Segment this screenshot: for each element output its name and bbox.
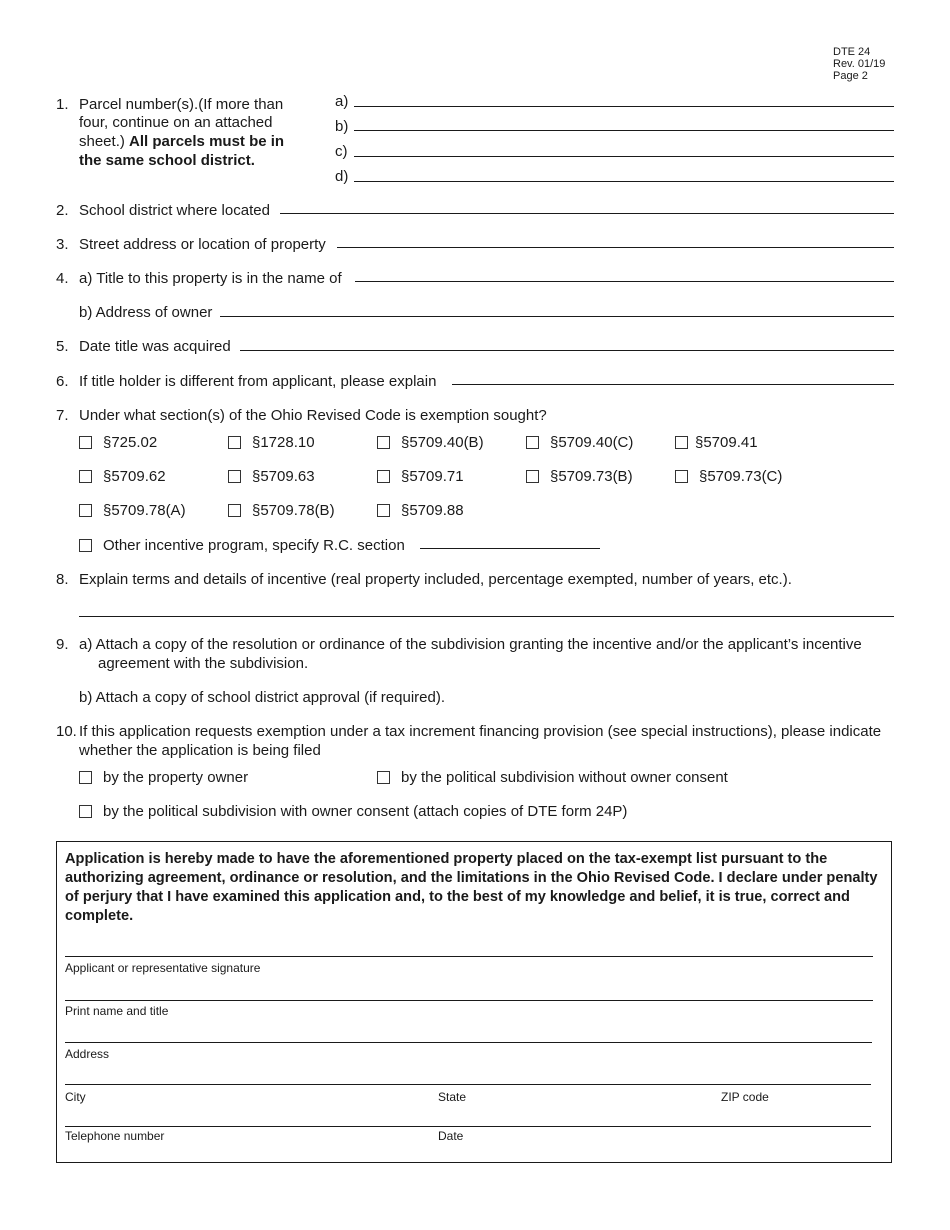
checkbox-5709-73c[interactable] bbox=[675, 470, 688, 483]
q5-number: 5. bbox=[56, 338, 69, 355]
q1-label-line4: the same school district. bbox=[79, 152, 255, 169]
q9a-line1: a) Attach a copy of the resolution or ordinance of the subdivision granting the incentive and/or the applicant’s incentive bbox=[79, 636, 862, 653]
checkbox-5709-40c[interactable] bbox=[526, 436, 539, 449]
checkbox-5709-73b[interactable] bbox=[526, 470, 539, 483]
telephone-label: Telephone number bbox=[65, 1129, 165, 1143]
q4a-label: a) Title to this property is in the name of bbox=[79, 270, 342, 287]
title-name-field[interactable] bbox=[355, 281, 894, 282]
date-label: Date bbox=[438, 1129, 464, 1143]
checkbox-5709-40b[interactable] bbox=[377, 436, 390, 449]
city-label: City bbox=[65, 1090, 86, 1104]
option-5709-63-label: §5709.63 bbox=[252, 468, 315, 485]
other-incentive-section-field[interactable] bbox=[420, 548, 600, 549]
option-5709-78b-label: §5709.78(B) bbox=[252, 502, 335, 519]
q1-label-line1: Parcel number(s).(If more than bbox=[79, 96, 284, 113]
q2-number: 2. bbox=[56, 202, 69, 219]
parcel-a-label: a) bbox=[335, 93, 349, 110]
option-5709-41-label: §5709.41 bbox=[695, 434, 758, 451]
form-revision: Rev. 01/19 bbox=[833, 58, 886, 70]
city-state-zip-field[interactable] bbox=[65, 1084, 871, 1085]
checkbox-5709-63[interactable] bbox=[228, 470, 241, 483]
checkbox-5709-78b[interactable] bbox=[228, 504, 241, 517]
form-header bbox=[833, 46, 885, 82]
option-5709-73b-label: §5709.73(B) bbox=[550, 468, 633, 485]
q5-label: Date title was acquired bbox=[79, 338, 231, 355]
option-1728-10-label: §1728.10 bbox=[252, 434, 315, 451]
q8-number: 8. bbox=[56, 571, 69, 588]
q10-number: 10. bbox=[56, 723, 77, 740]
checkbox-5709-41[interactable] bbox=[675, 436, 688, 449]
q1-label-line2: four, continue on an attached bbox=[79, 114, 273, 131]
filed-with-consent-label: by the political subdivision with owner consent (attach copies of DTE form 24P) bbox=[103, 803, 628, 820]
checkbox-subdivision-with-consent[interactable] bbox=[79, 805, 92, 818]
option-5709-78a-label: §5709.78(A) bbox=[103, 502, 186, 519]
parcel-b-label: b) bbox=[335, 118, 349, 135]
address-label: Address bbox=[65, 1047, 110, 1061]
option-5709-73c-label: §5709.73(C) bbox=[699, 468, 783, 485]
q6-number: 6. bbox=[56, 373, 69, 390]
parcel-c-label: c) bbox=[335, 143, 348, 160]
option-5709-62-label: §5709.62 bbox=[103, 468, 166, 485]
filed-without-consent-label: by the political subdivision without owner consent bbox=[401, 769, 728, 786]
parcel-d-field[interactable] bbox=[354, 181, 894, 182]
option-725-02-label: §725.02 bbox=[103, 434, 158, 451]
q9b-label: b) Attach a copy of school district approval (if required). bbox=[79, 689, 446, 706]
title-holder-explain-field[interactable] bbox=[452, 384, 894, 385]
parcel-c-field[interactable] bbox=[354, 156, 894, 157]
date-acquired-field[interactable] bbox=[240, 350, 894, 351]
checkbox-other-incentive[interactable] bbox=[79, 539, 92, 552]
q10-line2: whether the application is being filed bbox=[79, 742, 321, 759]
other-incentive-label: Other incentive program, specify R.C. section bbox=[103, 537, 405, 554]
q6-label: If title holder is different from applicant, please explain bbox=[79, 373, 437, 390]
q1-label-line3-bold: All parcels must be in bbox=[129, 133, 285, 150]
parcel-a-field[interactable] bbox=[354, 106, 894, 107]
print-name-field[interactable] bbox=[65, 1000, 873, 1001]
q1-label-line3 bbox=[79, 133, 284, 151]
q9-number: 9. bbox=[56, 636, 69, 653]
q8-label: Explain terms and details of incentive (real property included, percentage exempted, number of years, etc.). bbox=[79, 571, 792, 588]
filed-by-owner-label: by the property owner bbox=[103, 769, 249, 786]
declaration-text: Application is hereby made to have the aforementioned property placed on the tax-exempt list pursuant to the authorizing agreement, ordinance or resolution, and the limitations in the Ohio Revised Code. I declare under penalty of perjury that I have examined this application and, to the best of my knowledge and belief, it is true, correct and complete. bbox=[65, 851, 878, 924]
checkbox-725-02[interactable] bbox=[79, 436, 92, 449]
state-label: State bbox=[438, 1090, 467, 1104]
checkbox-5709-71[interactable] bbox=[377, 470, 390, 483]
checkbox-1728-10[interactable] bbox=[228, 436, 241, 449]
street-address-field[interactable] bbox=[337, 247, 894, 248]
checkbox-subdivision-without-consent[interactable] bbox=[377, 771, 390, 784]
form-id: DTE 24 bbox=[833, 46, 871, 58]
q10-line1: If this application requests exemption under a tax increment financing provision (see special instructions), please indicate bbox=[79, 723, 882, 740]
q3-label: Street address or location of property bbox=[79, 236, 326, 253]
signature-label: Applicant or representative signature bbox=[65, 961, 261, 975]
school-district-field[interactable] bbox=[280, 213, 894, 214]
owner-address-field[interactable] bbox=[220, 316, 894, 317]
q2-label: School district where located bbox=[79, 202, 270, 219]
option-5709-71-label: §5709.71 bbox=[401, 468, 464, 485]
parcel-d-label: d) bbox=[335, 168, 349, 185]
phone-date-field[interactable] bbox=[65, 1126, 871, 1127]
q4b-label: b) Address of owner bbox=[79, 304, 213, 321]
q4-number: 4. bbox=[56, 270, 69, 287]
checkbox-5709-78a[interactable] bbox=[79, 504, 92, 517]
parcel-b-field[interactable] bbox=[354, 130, 894, 131]
option-5709-88-label: §5709.88 bbox=[401, 502, 464, 519]
checkbox-5709-88[interactable] bbox=[377, 504, 390, 517]
option-5709-40c-label: §5709.40(C) bbox=[550, 434, 634, 451]
print-name-label: Print name and title bbox=[65, 1004, 169, 1018]
option-5709-40b-label: §5709.40(B) bbox=[401, 434, 484, 451]
checkbox-property-owner[interactable] bbox=[79, 771, 92, 784]
checkbox-5709-62[interactable] bbox=[79, 470, 92, 483]
q3-number: 3. bbox=[56, 236, 69, 253]
q7-number: 7. bbox=[56, 407, 69, 424]
zip-label: ZIP code bbox=[721, 1090, 769, 1104]
address-field[interactable] bbox=[65, 1042, 872, 1043]
incentive-terms-field[interactable] bbox=[79, 616, 894, 617]
q7-label: Under what section(s) of the Ohio Revised Code is exemption sought? bbox=[79, 407, 547, 424]
page-number: Page 2 bbox=[833, 70, 868, 82]
q1-number: 1. bbox=[56, 96, 69, 113]
q9a-line2: agreement with the subdivision. bbox=[98, 655, 309, 672]
q1-label-line3-normal: sheet.) bbox=[79, 133, 130, 150]
signature-field[interactable] bbox=[65, 956, 873, 957]
